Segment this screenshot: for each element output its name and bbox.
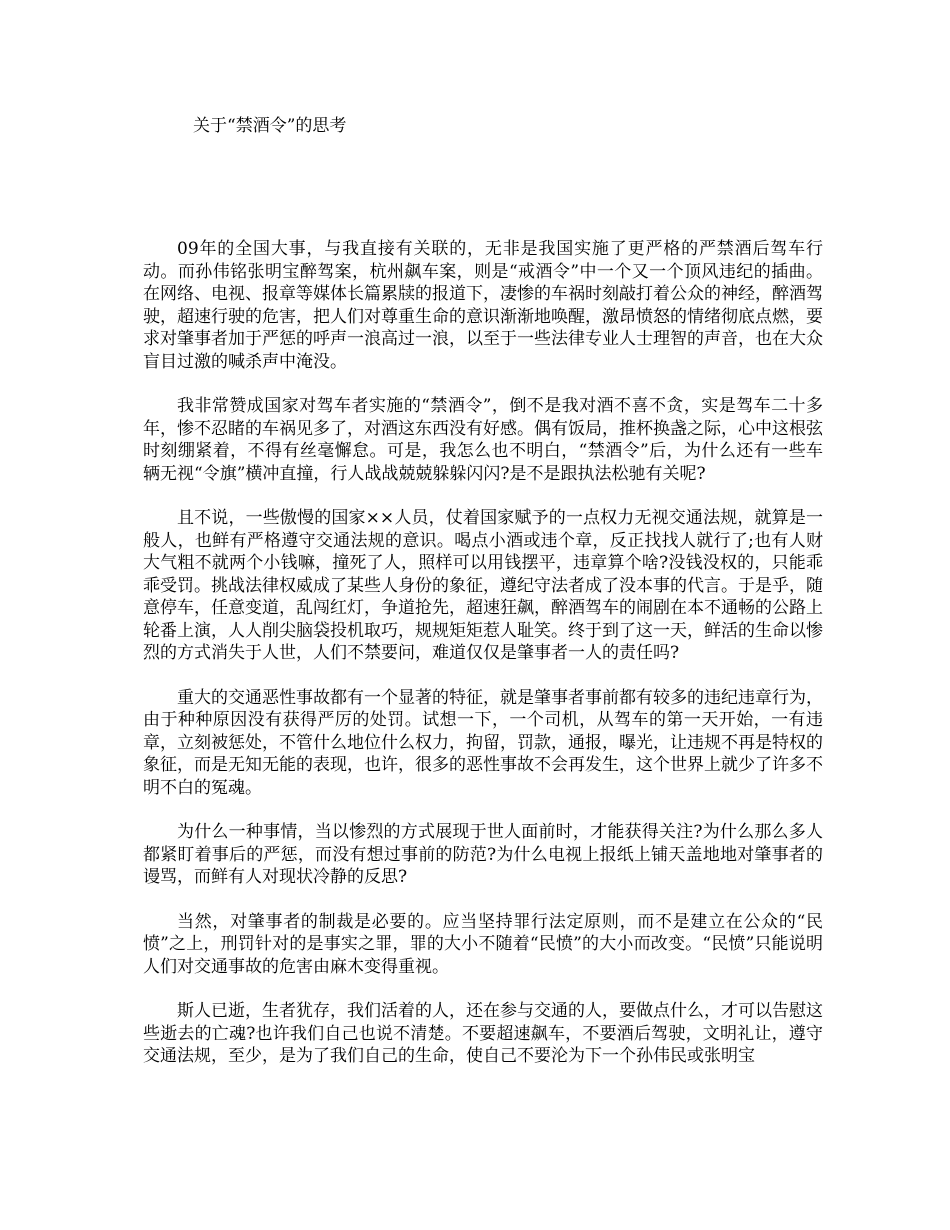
document-title: 关于“禁酒令”的思考 [193, 116, 347, 136]
paragraph-1: 09年的全国大事，与我直接有关联的，无非是我国实施了更严格的严禁酒后驾车行动。而孙伟铭张明宝醉驾案，杭州飙车案，则是“戒酒令”中一个又一个顶风违纪的插曲。在网络、电视、报章等媒体长篇累牍的报道下，凄惨的车祸时刻敲打着公众的神经，醉酒驾驶，超速行驶的危害，把人们对尊重生命的意识渐渐地唤醒，激昂愤怒的情绪彻底点燃，要求对肇事者加于严惩的呼声一浪高过一浪，以至于一些法律专业人士理智的声音，也在大众盲目过激的喊杀声中淹没。 [143, 239, 823, 372]
paragraph-6: 当然，对肇事者的制裁是必要的。应当坚持罪行法定原则，而不是建立在公众的“民愤”之上，刑罚针对的是事实之罪，罪的大小不随着“民愤”的大小而改变。“民愤”只能说明人们对交通事故的危害由麻木变得重视。 [143, 911, 823, 977]
paragraph-3: 且不说，一些傲慢的国家××人员，仗着国家赋予的一点权力无视交通法规，就算是一般人，也鲜有严格遵守交通法规的意识。喝点小酒或违个章，反正找找人就行了;也有人财大气粗不就两个小钱嘛，撞死了人，照样可以用钱摆平，违章算个啥?没钱没权的，只能乖乖受罚。挑战法律权威成了某些人身份的象征，遵纪守法者成了没本事的代言。于是乎，随意停车，任意变道，乱闯红灯，争道抢先，超速狂飙，醉酒驾车的闹剧在本不通畅的公路上轮番上演，人人削尖脑袋投机取巧，规规矩矩惹人耻笑。终于到了这一天，鲜活的生命以惨烈的方式消失于人世，人们不禁要问，难道仅仅是肇事者一人的责任吗? [143, 508, 823, 663]
paragraph-7: 斯人已逝，生者犹存，我们活着的人，还在参与交通的人，要做点什么，才可以告慰这些逝去的亡魂?也许我们自己也说不清楚。不要超速飙车，不要酒后驾驶，文明礼让，遵守交通法规，至少，是为了我们自己的生命，使自己不要沦为下一个孙伟民或张明宝 [143, 1001, 823, 1066]
paragraph-4: 重大的交通恶性事故都有一个显著的特征，就是肇事者事前都有较多的违纪违章行为，由于种种原因没有获得严厉的处罚。试想一下，一个司机，从驾车的第一天开始，一有违章，立刻被惩处，不管什么地位什么权力，拘留，罚款，通报，曝光，让违规不再是特权的象征，而是无知无能的表现，也许，很多的恶性事故不会再发生，这个世界上就少了许多不明不白的冤魂。 [143, 687, 823, 798]
document-body [143, 238, 823, 1068]
paragraph-2: 我非常赞成国家对驾车者实施的“禁酒令”，倒不是我对酒不喜不贪，实是驾车二十多年，惨不忍睹的车祸见多了，对酒这东西没有好感。偶有饭局，推杯换盏之际，心中这根弦时刻绷紧着，不得有丝毫懈怠。可是，我怎么也不明白，“禁酒令”后，为什么还有一些车辆无视“令旗”横冲直撞，行人战战兢兢躲躲闪闪?是不是跟执法松驰有关呢? [143, 396, 823, 484]
paragraph-5: 为什么一种事情，当以惨烈的方式展现于世人面前时，才能获得关注?为什么那么多人都紧盯着事后的严惩，而没有想过事前的防范?为什么电视上报纸上铺天盖地地对肇事者的谩骂，而鲜有人对现状冷静的反思? [143, 822, 823, 887]
